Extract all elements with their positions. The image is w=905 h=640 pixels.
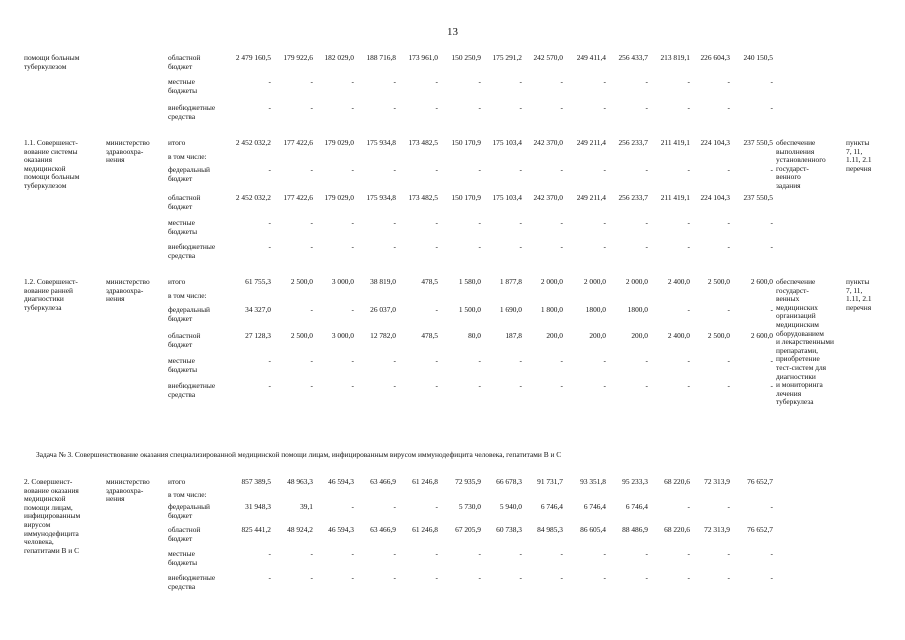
- amount-cell: -: [560, 103, 563, 112]
- amount-cell: 1 690,0: [499, 305, 522, 314]
- amount-cell: -: [770, 573, 773, 582]
- amount-cell: -: [687, 242, 690, 251]
- amount-cell: 150 250,9: [451, 53, 481, 62]
- amount-cell: -: [603, 573, 606, 582]
- executor: министерство здравоохра- нения: [106, 477, 150, 504]
- amount-cell: -: [687, 573, 690, 582]
- amount-cell: 200,0: [631, 331, 648, 340]
- amount-cell: 6 746,4: [625, 502, 648, 511]
- amount-cell: -: [351, 549, 354, 558]
- amount-cell: -: [687, 77, 690, 86]
- amount-cell: -: [603, 549, 606, 558]
- amount-cell: -: [727, 381, 730, 390]
- amount-cell: -: [351, 573, 354, 582]
- amount-cell: -: [435, 549, 438, 558]
- funding-source-label: областной бюджет: [168, 525, 201, 543]
- amount-cell: 175 103,4: [492, 193, 522, 202]
- amount-cell: -: [351, 218, 354, 227]
- amount-cell: 91 731,7: [537, 477, 563, 486]
- amount-cell: -: [478, 573, 481, 582]
- amount-cell: -: [603, 242, 606, 251]
- funding-source-label: внебюджетные средства: [168, 381, 216, 399]
- amount-cell: -: [351, 165, 354, 174]
- amount-cell: 26 037,0: [370, 305, 396, 314]
- amount-cell: -: [478, 218, 481, 227]
- amount-cell: 173 961,0: [408, 53, 438, 62]
- amount-cell: -: [645, 549, 648, 558]
- amount-cell: 5 730,0: [458, 502, 481, 511]
- amount-cell: 179 029,0: [324, 193, 354, 202]
- amount-cell: -: [560, 549, 563, 558]
- amount-cell: 2 452 032,2: [235, 138, 271, 147]
- amount-cell: -: [770, 242, 773, 251]
- amount-cell: -: [268, 549, 271, 558]
- amount-cell: 2 400,0: [667, 331, 690, 340]
- amount-cell: 256 233,7: [618, 193, 648, 202]
- amount-cell: 173 482,5: [408, 138, 438, 147]
- funding-source-label: областной бюджет: [168, 331, 201, 349]
- amount-cell: 76 652,7: [747, 525, 773, 534]
- amount-cell: -: [351, 242, 354, 251]
- amount-cell: -: [268, 103, 271, 112]
- amount-cell: 5 940,0: [499, 502, 522, 511]
- amount-cell: -: [393, 381, 396, 390]
- amount-cell: 2 000,0: [540, 277, 563, 286]
- funding-source-label: местные бюджеты: [168, 356, 198, 374]
- amount-cell: 179 922,6: [283, 53, 313, 62]
- amount-cell: -: [478, 356, 481, 365]
- amount-cell: -: [645, 356, 648, 365]
- amount-cell: -: [435, 305, 438, 314]
- amount-cell: -: [770, 502, 773, 511]
- amount-cell: 34 327,0: [245, 305, 271, 314]
- amount-cell: -: [351, 381, 354, 390]
- amount-cell: -: [478, 103, 481, 112]
- amount-cell: -: [310, 549, 313, 558]
- amount-cell: -: [351, 305, 354, 314]
- amount-cell: -: [310, 165, 313, 174]
- amount-cell: -: [519, 242, 522, 251]
- amount-cell: 27 128,3: [245, 331, 271, 340]
- activity-name: 1.1. Совершенст- вование системы оказания медицинской помощи больным туберкулезом: [24, 138, 80, 190]
- amount-cell: -: [519, 549, 522, 558]
- amount-cell: 211 419,1: [660, 138, 690, 147]
- amount-cell: 2 500,0: [290, 331, 313, 340]
- amount-cell: 2 479 160,5: [235, 53, 271, 62]
- amount-cell: -: [310, 573, 313, 582]
- amount-cell: -: [727, 242, 730, 251]
- amount-cell: 175 934,8: [366, 138, 396, 147]
- amount-cell: -: [770, 305, 773, 314]
- amount-cell: -: [727, 573, 730, 582]
- amount-cell: 1 580,0: [458, 277, 481, 286]
- amount-cell: -: [435, 103, 438, 112]
- amount-cell: -: [310, 103, 313, 112]
- amount-cell: -: [435, 242, 438, 251]
- expected-result: обеспечение государст- венных медицинских организаций медицинским оборудованием и лекарственными препаратами, приобретение тест-систем для диагностики и мониторинга лечения туберкулеза: [776, 277, 834, 407]
- amount-cell: -: [770, 356, 773, 365]
- amount-cell: -: [310, 242, 313, 251]
- amount-cell: -: [603, 165, 606, 174]
- amount-cell: -: [393, 218, 396, 227]
- amount-cell: 39,1: [300, 502, 313, 511]
- amount-cell: -: [393, 242, 396, 251]
- amount-cell: -: [770, 103, 773, 112]
- amount-cell: 242 570,0: [533, 53, 563, 62]
- amount-cell: -: [727, 77, 730, 86]
- amount-cell: -: [478, 381, 481, 390]
- amount-cell: 175 291,2: [492, 53, 522, 62]
- amount-cell: -: [645, 573, 648, 582]
- activity-name: 2. Совершенст- вование оказания медицинской помощи лицам, инфицированным вирусом иммунодефицита человека, гепатитами В и С: [24, 477, 81, 555]
- amount-cell: -: [687, 305, 690, 314]
- amount-cell: 249 211,4: [576, 138, 606, 147]
- funding-source-label: внебюджетные средства: [168, 573, 216, 591]
- amount-cell: 200,0: [589, 331, 606, 340]
- amount-cell: -: [310, 381, 313, 390]
- amount-cell: -: [727, 549, 730, 558]
- amount-cell: -: [645, 165, 648, 174]
- amount-cell: -: [687, 165, 690, 174]
- amount-cell: 240 150,5: [743, 53, 773, 62]
- funding-source-label: итого: [168, 138, 186, 147]
- funding-source-label: в том числе:: [168, 152, 207, 161]
- amount-cell: 175 934,8: [366, 193, 396, 202]
- amount-cell: 63 466,9: [370, 525, 396, 534]
- amount-cell: -: [727, 165, 730, 174]
- amount-cell: -: [687, 356, 690, 365]
- amount-cell: -: [268, 77, 271, 86]
- amount-cell: 224 104,3: [700, 138, 730, 147]
- funding-source-label: в том числе:: [168, 291, 207, 300]
- amount-cell: -: [393, 502, 396, 511]
- amount-cell: 76 652,7: [747, 477, 773, 486]
- amount-cell: -: [519, 356, 522, 365]
- amount-cell: 249 411,4: [576, 53, 606, 62]
- funding-source-label: областной бюджет: [168, 193, 201, 211]
- amount-cell: -: [687, 502, 690, 511]
- amount-cell: -: [519, 573, 522, 582]
- amount-cell: -: [603, 356, 606, 365]
- funding-source-label: внебюджетные средства: [168, 242, 216, 260]
- amount-cell: 72 313,9: [704, 477, 730, 486]
- amount-cell: 2 600,0: [750, 331, 773, 340]
- amount-cell: 86 605,4: [580, 525, 606, 534]
- amount-cell: 1 800,0: [540, 305, 563, 314]
- amount-cell: 3 000,0: [331, 277, 354, 286]
- amount-cell: -: [310, 356, 313, 365]
- amount-cell: 60 738,3: [496, 525, 522, 534]
- amount-cell: -: [393, 549, 396, 558]
- amount-cell: -: [560, 165, 563, 174]
- amount-cell: 67 205,9: [455, 525, 481, 534]
- amount-cell: 61 246,8: [412, 525, 438, 534]
- amount-cell: -: [310, 305, 313, 314]
- amount-cell: -: [770, 218, 773, 227]
- amount-cell: 242 370,0: [533, 193, 563, 202]
- amount-cell: -: [393, 356, 396, 365]
- amount-cell: -: [351, 502, 354, 511]
- amount-cell: -: [519, 103, 522, 112]
- amount-cell: 46 594,3: [328, 525, 354, 534]
- amount-cell: 6 746,4: [583, 502, 606, 511]
- amount-cell: -: [478, 165, 481, 174]
- amount-cell: -: [478, 242, 481, 251]
- amount-cell: -: [770, 549, 773, 558]
- amount-cell: -: [645, 381, 648, 390]
- amount-cell: -: [560, 242, 563, 251]
- funding-source-label: местные бюджеты: [168, 549, 198, 567]
- amount-cell: -: [770, 77, 773, 86]
- amount-cell: 38 819,0: [370, 277, 396, 286]
- amount-cell: -: [727, 218, 730, 227]
- amount-cell: 478,5: [421, 331, 438, 340]
- amount-cell: -: [687, 218, 690, 227]
- executor: министерство здравоохра- нения: [106, 138, 150, 165]
- amount-cell: -: [603, 381, 606, 390]
- amount-cell: 213 819,1: [660, 53, 690, 62]
- page-number: 13: [447, 26, 458, 38]
- indicator-reference: пункты 7, 11, 1.11, 2.1 перечня: [846, 277, 872, 312]
- funding-source-label: местные бюджеты: [168, 218, 198, 236]
- amount-cell: 200,0: [546, 331, 563, 340]
- amount-cell: 2 000,0: [625, 277, 648, 286]
- amount-cell: -: [268, 573, 271, 582]
- amount-cell: -: [351, 103, 354, 112]
- amount-cell: -: [393, 573, 396, 582]
- amount-cell: -: [687, 549, 690, 558]
- amount-cell: 95 233,3: [622, 477, 648, 486]
- amount-cell: -: [435, 165, 438, 174]
- amount-cell: -: [351, 77, 354, 86]
- amount-cell: -: [770, 381, 773, 390]
- amount-cell: 237 550,5: [743, 193, 773, 202]
- amount-cell: 177 422,6: [283, 138, 313, 147]
- amount-cell: -: [268, 165, 271, 174]
- funding-source-label: итого: [168, 477, 186, 486]
- amount-cell: 1 500,0: [458, 305, 481, 314]
- amount-cell: 84 985,3: [537, 525, 563, 534]
- amount-cell: -: [268, 381, 271, 390]
- amount-cell: 68 220,6: [664, 525, 690, 534]
- amount-cell: 182 029,0: [324, 53, 354, 62]
- amount-cell: 93 351,8: [580, 477, 606, 486]
- amount-cell: -: [435, 381, 438, 390]
- amount-cell: 2 500,0: [707, 331, 730, 340]
- amount-cell: 80,0: [468, 331, 481, 340]
- amount-cell: -: [478, 77, 481, 86]
- amount-cell: -: [727, 502, 730, 511]
- amount-cell: 242 370,0: [533, 138, 563, 147]
- amount-cell: -: [770, 165, 773, 174]
- amount-cell: 857 389,5: [241, 477, 271, 486]
- amount-cell: -: [603, 218, 606, 227]
- amount-cell: 2 400,0: [667, 277, 690, 286]
- amount-cell: 88 486,9: [622, 525, 648, 534]
- amount-cell: 173 482,5: [408, 193, 438, 202]
- amount-cell: -: [268, 242, 271, 251]
- amount-cell: 3 000,0: [331, 331, 354, 340]
- task-heading: Задача № 3. Совершенствование оказания специализированной медицинской помощи лицам, инфицированным вирусом иммунодефицита человека, гепатитами В и С: [36, 450, 562, 459]
- amount-cell: 2 000,0: [583, 277, 606, 286]
- amount-cell: 2 500,0: [707, 277, 730, 286]
- amount-cell: -: [727, 305, 730, 314]
- amount-cell: -: [519, 218, 522, 227]
- amount-cell: 1 877,8: [499, 277, 522, 286]
- amount-cell: 188 716,8: [366, 53, 396, 62]
- amount-cell: 2 500,0: [290, 277, 313, 286]
- amount-cell: 2 600,0: [750, 277, 773, 286]
- amount-cell: -: [727, 356, 730, 365]
- expected-result: обеспечение выполнения установленного государст- венного задания: [776, 138, 826, 190]
- funding-source-label: областной бюджет: [168, 53, 201, 71]
- amount-cell: -: [310, 218, 313, 227]
- amount-cell: 224 104,3: [700, 193, 730, 202]
- activity-name: помощи больным туберкулезом: [24, 53, 80, 71]
- amount-cell: -: [560, 381, 563, 390]
- amount-cell: -: [435, 502, 438, 511]
- activity-name: 1.2. Совершенст- вование ранней диагностики туберкулеза: [24, 277, 78, 312]
- amount-cell: 31 948,3: [245, 502, 271, 511]
- amount-cell: -: [435, 573, 438, 582]
- amount-cell: 72 313,9: [704, 525, 730, 534]
- amount-cell: 63 466,9: [370, 477, 396, 486]
- amount-cell: 1800,0: [585, 305, 606, 314]
- amount-cell: 175 103,4: [492, 138, 522, 147]
- amount-cell: 6 746,4: [540, 502, 563, 511]
- amount-cell: -: [351, 356, 354, 365]
- amount-cell: 478,5: [421, 277, 438, 286]
- amount-cell: 237 550,5: [743, 138, 773, 147]
- amount-cell: 179 029,0: [324, 138, 354, 147]
- funding-source-label: федеральный бюджет: [168, 165, 210, 183]
- amount-cell: 256 233,7: [618, 138, 648, 147]
- amount-cell: -: [603, 103, 606, 112]
- amount-cell: 1800,0: [627, 305, 648, 314]
- amount-cell: -: [478, 549, 481, 558]
- executor: министерство здравоохра- нения: [106, 277, 150, 304]
- amount-cell: -: [393, 103, 396, 112]
- amount-cell: -: [645, 218, 648, 227]
- amount-cell: 61 755,3: [245, 277, 271, 286]
- amount-cell: -: [393, 165, 396, 174]
- amount-cell: -: [268, 356, 271, 365]
- funding-source-label: федеральный бюджет: [168, 305, 210, 323]
- amount-cell: 187,8: [505, 331, 522, 340]
- amount-cell: -: [687, 103, 690, 112]
- amount-cell: -: [268, 218, 271, 227]
- amount-cell: 72 935,9: [455, 477, 481, 486]
- amount-cell: 825 441,2: [241, 525, 271, 534]
- funding-source-label: в том числе:: [168, 490, 207, 499]
- amount-cell: 12 782,0: [370, 331, 396, 340]
- amount-cell: -: [519, 77, 522, 86]
- indicator-reference: пункты 7, 11, 1.11, 2.1 перечня: [846, 138, 872, 173]
- amount-cell: -: [645, 77, 648, 86]
- amount-cell: -: [560, 77, 563, 86]
- amount-cell: -: [435, 356, 438, 365]
- amount-cell: 2 452 032,2: [235, 193, 271, 202]
- amount-cell: 48 924,2: [287, 525, 313, 534]
- amount-cell: 46 594,3: [328, 477, 354, 486]
- funding-source-label: итого: [168, 277, 186, 286]
- funding-source-label: федеральный бюджет: [168, 502, 210, 520]
- funding-source-label: местные бюджеты: [168, 77, 198, 95]
- amount-cell: -: [687, 381, 690, 390]
- amount-cell: 48 963,3: [287, 477, 313, 486]
- amount-cell: -: [560, 356, 563, 365]
- amount-cell: -: [727, 103, 730, 112]
- amount-cell: -: [603, 77, 606, 86]
- amount-cell: 68 220,6: [664, 477, 690, 486]
- amount-cell: 61 246,8: [412, 477, 438, 486]
- amount-cell: -: [645, 103, 648, 112]
- amount-cell: 256 433,7: [618, 53, 648, 62]
- amount-cell: -: [435, 77, 438, 86]
- amount-cell: -: [393, 77, 396, 86]
- amount-cell: 249 211,4: [576, 193, 606, 202]
- amount-cell: -: [519, 381, 522, 390]
- amount-cell: -: [519, 165, 522, 174]
- amount-cell: -: [435, 218, 438, 227]
- amount-cell: 66 678,3: [496, 477, 522, 486]
- amount-cell: -: [310, 77, 313, 86]
- amount-cell: -: [560, 573, 563, 582]
- amount-cell: 150 170,9: [451, 193, 481, 202]
- amount-cell: 177 422,6: [283, 193, 313, 202]
- amount-cell: -: [560, 218, 563, 227]
- amount-cell: 211 419,1: [660, 193, 690, 202]
- amount-cell: 226 604,3: [700, 53, 730, 62]
- amount-cell: -: [645, 242, 648, 251]
- funding-source-label: внебюджетные средства: [168, 103, 216, 121]
- amount-cell: 150 170,9: [451, 138, 481, 147]
